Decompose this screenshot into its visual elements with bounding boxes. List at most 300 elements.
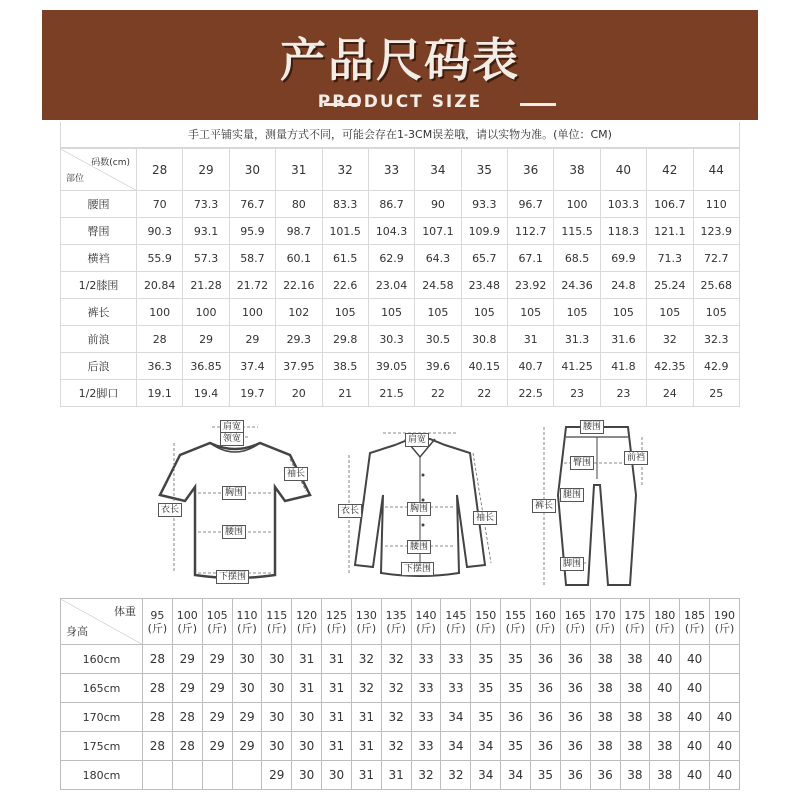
size-header: 36 [508, 149, 554, 191]
recommended-size-cell: 40 [680, 674, 710, 703]
weight-value: 145 [445, 608, 467, 622]
recommended-size-cell: 35 [501, 732, 531, 761]
recommended-size-cell: 35 [501, 645, 531, 674]
table-row [61, 674, 740, 703]
weight-unit: (斤) [416, 621, 436, 635]
table-row [61, 732, 740, 761]
divider-right [520, 103, 556, 106]
page-title: 产品尺码表 [280, 33, 520, 87]
recommended-size-cell: 36 [530, 703, 560, 732]
recommended-size-cell [710, 645, 740, 674]
measurement-cell: 22.5 [508, 380, 554, 407]
weight-unit: (斤) [147, 621, 168, 635]
measurement-cell: 93.3 [461, 191, 507, 218]
table-row [61, 380, 740, 407]
recommended-size-cell: 38 [620, 703, 650, 732]
weight-header [202, 599, 232, 645]
measurement-cell: 103.3 [600, 191, 646, 218]
measurement-cell: 72.7 [693, 245, 740, 272]
row-label: 臀围 [61, 218, 137, 245]
recommended-size-cell: 30 [262, 674, 292, 703]
header-banner [42, 10, 758, 120]
recommended-size-cell: 35 [501, 674, 531, 703]
label-sleeve: 袖长 [284, 467, 308, 481]
label-knee: 腿围 [560, 488, 584, 502]
recommended-size-cell: 30 [292, 761, 322, 790]
recommended-size-cell: 28 [143, 703, 173, 732]
recommended-size-cell: 38 [590, 645, 620, 674]
recommended-size-cell [172, 761, 202, 790]
row-label: 裤长 [61, 299, 137, 326]
measurement-cell: 22 [461, 380, 507, 407]
recommended-size-cell: 31 [292, 674, 322, 703]
label-waist: 腰围 [580, 420, 604, 434]
label-collar: 领宽 [220, 432, 244, 446]
measurement-cell: 70 [137, 191, 183, 218]
weight-value: 170 [594, 608, 616, 622]
label-chest: 胸围 [222, 486, 246, 500]
measurement-cell: 96.7 [508, 191, 554, 218]
measurement-cell: 30.8 [461, 326, 507, 353]
measurement-cell: 105 [322, 299, 368, 326]
measurement-cell: 98.7 [276, 218, 322, 245]
weight-value: 160 [534, 608, 556, 622]
measurement-cell: 31 [508, 326, 554, 353]
measurement-cell: 23.48 [461, 272, 507, 299]
weight-unit: (斤) [654, 621, 675, 635]
measurement-note: 手工平铺实量，测量方式不同，可能会存在1-3CM误差哦，请以实物为准。(单位：CM) [60, 122, 740, 148]
recommended-size-cell: 36 [530, 674, 560, 703]
recommended-size-cell: 28 [143, 645, 173, 674]
recommended-size-cell: 38 [620, 645, 650, 674]
weight-value: 180 [654, 608, 676, 622]
recommended-size-cell: 38 [650, 703, 680, 732]
measurement-cell: 76.7 [229, 191, 275, 218]
measurement-cell: 105 [368, 299, 414, 326]
measurement-cell: 38.5 [322, 353, 368, 380]
measurement-cell: 100 [229, 299, 275, 326]
recommended-size-cell: 30 [232, 674, 262, 703]
measurement-cell: 65.7 [461, 245, 507, 272]
recommended-size-cell [202, 761, 232, 790]
recommended-size-cell: 31 [322, 703, 352, 732]
measurement-cell: 25.24 [647, 272, 693, 299]
measurement-cell: 64.3 [415, 245, 461, 272]
measurement-cell: 102 [276, 299, 322, 326]
weight-unit: (斤) [505, 621, 526, 635]
size-header: 42 [647, 149, 693, 191]
weight-header [560, 599, 590, 645]
recommended-size-cell: 34 [441, 703, 471, 732]
measurement-cell: 86.7 [368, 191, 414, 218]
table-row [61, 761, 740, 790]
measurement-cell: 23.92 [508, 272, 554, 299]
size-header: 44 [693, 149, 740, 191]
measurement-cell: 100 [183, 299, 229, 326]
recommended-size-cell: 36 [560, 732, 590, 761]
size-header: 34 [415, 149, 461, 191]
corner-cell [61, 599, 143, 645]
height-label: 170cm [61, 703, 143, 732]
measurement-cell: 39.6 [415, 353, 461, 380]
recommended-size-cell: 29 [202, 674, 232, 703]
measurement-cell: 30.5 [415, 326, 461, 353]
measurement-cell: 42.9 [693, 353, 740, 380]
recommended-size-cell: 38 [620, 732, 650, 761]
measurement-cell: 109.9 [461, 218, 507, 245]
weight-value: 190 [714, 608, 736, 622]
measurement-cell: 25 [693, 380, 740, 407]
size-header: 32 [322, 149, 368, 191]
recommended-size-cell: 35 [530, 761, 560, 790]
tshirt-diagram [150, 415, 320, 585]
recommended-size-cell: 36 [560, 674, 590, 703]
measurement-cell: 100 [137, 299, 183, 326]
size-header: 35 [461, 149, 507, 191]
weight-header [590, 599, 620, 645]
recommended-size-cell: 35 [471, 703, 501, 732]
label-shoulder: 肩宽 [220, 420, 244, 434]
weight-header [232, 599, 262, 645]
measurement-cell: 61.5 [322, 245, 368, 272]
recommended-size-cell: 30 [322, 761, 352, 790]
recommended-size-cell: 40 [680, 761, 710, 790]
weight-unit: (斤) [356, 621, 377, 635]
recommended-size-cell: 30 [262, 732, 292, 761]
recommended-size-cell: 31 [322, 674, 352, 703]
recommended-size-cell: 30 [262, 703, 292, 732]
weight-unit: (斤) [595, 621, 615, 635]
weight-unit: (斤) [207, 621, 227, 635]
measurement-cell: 105 [647, 299, 693, 326]
measurement-cell: 105 [508, 299, 554, 326]
measurement-cell: 101.5 [322, 218, 368, 245]
recommended-size-cell [710, 674, 740, 703]
measurement-cell: 41.8 [600, 353, 646, 380]
label-front-rise: 前裆 [624, 451, 648, 465]
weight-unit: (斤) [267, 621, 287, 635]
weight-unit: (斤) [684, 621, 705, 635]
table-row [61, 245, 740, 272]
recommended-size-cell: 34 [441, 732, 471, 761]
measurement-cell: 22 [415, 380, 461, 407]
measurement-cell: 71.3 [647, 245, 693, 272]
label-length: 衣长 [338, 504, 362, 518]
weight-value: 110 [236, 608, 258, 622]
corner-height-label: 身高 [66, 625, 88, 638]
size-header: 38 [554, 149, 600, 191]
recommended-size-cell: 30 [292, 703, 322, 732]
measurement-cell: 93.1 [183, 218, 229, 245]
recommended-size-cell: 28 [172, 732, 202, 761]
weight-header [441, 599, 471, 645]
recommended-size-cell: 33 [441, 645, 471, 674]
weight-unit: (斤) [177, 621, 198, 635]
weight-unit: (斤) [714, 621, 735, 635]
recommended-size-cell: 36 [501, 703, 531, 732]
weight-value: 165 [564, 608, 586, 622]
measurement-cell: 104.3 [368, 218, 414, 245]
recommended-size-cell: 32 [351, 674, 381, 703]
weight-value: 175 [624, 608, 646, 622]
recommended-size-cell: 40 [650, 645, 680, 674]
recommended-size-cell: 33 [411, 645, 441, 674]
size-header: 29 [183, 149, 229, 191]
recommended-size-cell: 29 [172, 674, 202, 703]
measurement-cell: 67.1 [508, 245, 554, 272]
weight-header [322, 599, 352, 645]
label-waist: 腰围 [222, 525, 246, 539]
weight-header [680, 599, 710, 645]
recommended-size-cell: 40 [710, 732, 740, 761]
recommended-size-cell: 31 [381, 761, 411, 790]
recommended-size-cell: 31 [351, 761, 381, 790]
weight-value: 140 [415, 608, 437, 622]
recommended-size-cell: 40 [710, 703, 740, 732]
size-header: 31 [276, 149, 322, 191]
recommended-size-cell: 38 [620, 761, 650, 790]
weight-header [710, 599, 740, 645]
recommended-size-cell: 29 [202, 703, 232, 732]
weight-unit: (斤) [386, 621, 406, 635]
weight-header [351, 599, 381, 645]
measurement-cell: 21.72 [229, 272, 275, 299]
recommended-size-cell: 36 [560, 703, 590, 732]
weight-value: 185 [684, 608, 706, 622]
recommended-size-cell: 34 [501, 761, 531, 790]
row-label: 后浪 [61, 353, 137, 380]
recommended-size-cell: 36 [560, 761, 590, 790]
weight-table-header [61, 599, 740, 645]
weight-unit: (斤) [446, 621, 466, 635]
page-subtitle: PRODUCT SIZE [317, 92, 483, 112]
measurement-cell: 32 [647, 326, 693, 353]
measurement-cell: 90.3 [137, 218, 183, 245]
weight-unit: (斤) [326, 621, 347, 635]
measurement-cell: 115.5 [554, 218, 600, 245]
row-label: 1/2脚口 [61, 380, 137, 407]
measurement-cell: 37.4 [229, 353, 275, 380]
measurement-cell: 22.6 [322, 272, 368, 299]
recommended-size-cell: 33 [441, 674, 471, 703]
recommended-size-cell: 30 [292, 732, 322, 761]
table-row [61, 326, 740, 353]
measurement-cell: 90 [415, 191, 461, 218]
recommended-size-cell: 38 [590, 703, 620, 732]
weight-header [530, 599, 560, 645]
corner-weight-label: 体重 [114, 605, 136, 618]
recommended-size-cell: 31 [351, 703, 381, 732]
measurement-cell: 24 [647, 380, 693, 407]
weight-header [172, 599, 202, 645]
recommended-size-cell: 28 [172, 703, 202, 732]
weight-header [501, 599, 531, 645]
weight-unit: (斤) [625, 621, 645, 635]
measurement-cell: 95.9 [229, 218, 275, 245]
recommended-size-cell: 36 [530, 732, 560, 761]
table-row [61, 272, 740, 299]
label-chest: 胸围 [407, 502, 431, 516]
height-label: 175cm [61, 732, 143, 761]
shirt-diagram [335, 425, 505, 585]
recommended-size-cell: 28 [143, 674, 173, 703]
measurement-cell: 21.28 [183, 272, 229, 299]
weight-unit: (斤) [565, 621, 586, 635]
label-hem: 下摆围 [216, 570, 249, 584]
row-label: 1/2膝围 [61, 272, 137, 299]
height-label: 180cm [61, 761, 143, 790]
size-header: 28 [137, 149, 183, 191]
recommended-size-cell: 32 [381, 674, 411, 703]
recommended-size-cell [232, 761, 262, 790]
measurement-cell: 24.36 [554, 272, 600, 299]
recommended-size-cell: 38 [590, 732, 620, 761]
recommended-size-cell: 40 [680, 732, 710, 761]
size-table-header [61, 149, 740, 191]
size-header: 40 [600, 149, 646, 191]
measurement-cell: 36.3 [137, 353, 183, 380]
corner-size-label: 码数(cm) [91, 158, 130, 168]
weight-value: 135 [385, 608, 407, 622]
measurement-cell: 106.7 [647, 191, 693, 218]
measurement-cell: 19.1 [137, 380, 183, 407]
weight-header [650, 599, 680, 645]
measurement-cell: 42.35 [647, 353, 693, 380]
measurement-cell: 24.8 [600, 272, 646, 299]
label-leg-opening: 脚围 [560, 557, 584, 571]
recommended-size-cell: 38 [650, 732, 680, 761]
measurement-cell: 69.9 [600, 245, 646, 272]
recommended-size-cell: 35 [471, 645, 501, 674]
weight-header [620, 599, 650, 645]
recommended-size-cell [143, 761, 173, 790]
measurement-cell: 55.9 [137, 245, 183, 272]
size-header: 30 [229, 149, 275, 191]
recommended-size-cell: 29 [172, 645, 202, 674]
recommended-size-cell: 34 [471, 732, 501, 761]
table-row [61, 191, 740, 218]
weight-header [292, 599, 322, 645]
measurement-cell: 29 [183, 326, 229, 353]
measurement-cell: 31.3 [554, 326, 600, 353]
recommended-size-cell: 30 [232, 645, 262, 674]
measurement-cell: 25.68 [693, 272, 740, 299]
table-row [61, 218, 740, 245]
recommended-size-cell: 38 [590, 674, 620, 703]
measurement-cell: 20.84 [137, 272, 183, 299]
measurement-cell: 62.9 [368, 245, 414, 272]
measurement-cell: 19.7 [229, 380, 275, 407]
measurement-cell: 28 [137, 326, 183, 353]
weight-value: 115 [266, 608, 288, 622]
measurement-cell: 22.16 [276, 272, 322, 299]
recommended-size-cell: 29 [232, 703, 262, 732]
weight-header [262, 599, 292, 645]
weight-header [381, 599, 411, 645]
measurement-cell: 58.7 [229, 245, 275, 272]
measurement-cell: 23.04 [368, 272, 414, 299]
measurement-cell: 121.1 [647, 218, 693, 245]
measurement-cell: 20 [276, 380, 322, 407]
weight-value: 95 [150, 608, 165, 622]
recommended-size-cell: 30 [262, 645, 292, 674]
measurement-cell: 21 [322, 380, 368, 407]
label-shoulder: 肩宽 [405, 433, 429, 447]
recommended-size-cell: 29 [232, 732, 262, 761]
table-row [61, 299, 740, 326]
recommended-size-cell: 33 [411, 703, 441, 732]
measurement-cell: 107.1 [415, 218, 461, 245]
measurement-cell: 110 [693, 191, 740, 218]
measurement-cell: 100 [554, 191, 600, 218]
recommended-size-cell: 40 [710, 761, 740, 790]
row-label: 腰围 [61, 191, 137, 218]
recommended-size-cell: 31 [322, 645, 352, 674]
recommended-size-cell: 38 [620, 674, 650, 703]
measurement-cell: 29.8 [322, 326, 368, 353]
weight-header [411, 599, 441, 645]
recommended-size-cell: 40 [650, 674, 680, 703]
pants-diagram [530, 415, 660, 590]
weight-unit: (斤) [475, 621, 496, 635]
recommended-size-cell: 32 [381, 645, 411, 674]
weight-value: 125 [325, 608, 347, 622]
recommended-size-cell: 31 [322, 732, 352, 761]
weight-value: 120 [296, 608, 318, 622]
measurement-cell: 40.7 [508, 353, 554, 380]
measurement-cell: 39.05 [368, 353, 414, 380]
recommended-size-cell: 34 [471, 761, 501, 790]
label-hip: 臀围 [570, 456, 594, 470]
recommended-size-cell: 33 [411, 732, 441, 761]
measurement-cell: 23 [554, 380, 600, 407]
recommended-size-cell: 31 [351, 732, 381, 761]
measurement-cell: 31.6 [600, 326, 646, 353]
measurement-cell: 41.25 [554, 353, 600, 380]
recommended-size-cell: 40 [680, 703, 710, 732]
recommended-size-cell: 32 [351, 645, 381, 674]
measurement-cell: 37.95 [276, 353, 322, 380]
measurement-cell: 21.5 [368, 380, 414, 407]
corner-part-label: 部位 [66, 174, 85, 184]
measurement-cell: 73.3 [183, 191, 229, 218]
label-sleeve: 袖长 [473, 511, 497, 525]
measurement-cell: 30.3 [368, 326, 414, 353]
recommended-size-cell: 36 [560, 645, 590, 674]
label-hem: 下摆围 [401, 562, 434, 576]
measurement-cell: 80 [276, 191, 322, 218]
measurement-cell: 105 [554, 299, 600, 326]
measurement-cell: 40.15 [461, 353, 507, 380]
label-waist: 腰围 [407, 540, 431, 554]
measurement-cell: 105 [600, 299, 646, 326]
measurement-cell: 57.3 [183, 245, 229, 272]
recommended-size-cell: 28 [143, 732, 173, 761]
weight-value: 130 [355, 608, 377, 622]
weight-header [471, 599, 501, 645]
measurement-cell: 68.5 [554, 245, 600, 272]
measurement-cell: 123.9 [693, 218, 740, 245]
measurement-cell: 60.1 [276, 245, 322, 272]
recommended-size-cell: 38 [650, 761, 680, 790]
measurement-cell: 112.7 [508, 218, 554, 245]
weight-value: 105 [206, 608, 228, 622]
measurement-cell: 105 [461, 299, 507, 326]
table-row [61, 703, 740, 732]
measurement-cell: 105 [693, 299, 740, 326]
label-length: 裤长 [532, 499, 556, 513]
measurement-cell: 19.4 [183, 380, 229, 407]
